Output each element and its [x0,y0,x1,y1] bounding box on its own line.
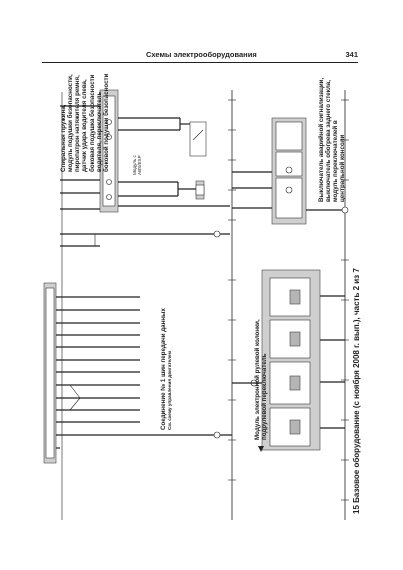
caption-airbag-line-3: пиропатрон натяжителя ремня, [74,75,82,172]
figure-caption: 15 Базовое оборудование (с ноября 2008 г. вып.), часть 2 из 7 [352,268,361,514]
caption-airbag-line-4: датчик удара водителя слева, [81,79,89,172]
caption-hazard-line-1: Выключатель аварийной сигнализации, [318,77,325,202]
caption-data-bus-line-1: Соединение № 1 шин передачи данных [160,308,167,430]
page-number: 341 [345,50,358,59]
sensor-boxes [190,122,206,199]
module-note [132,155,143,175]
section-title: Схемы электрооборудования [146,50,257,59]
caption-airbag-line-7: боковой подушки безопасности [102,73,110,172]
caption-steering-column [254,319,268,440]
caption-hazard-line-3: модуль переключателей в [332,120,340,202]
caption-airbag-line-2: модуль подушки безопасности, [67,74,75,172]
caption-airbag-line-5: боковая подушка безопасности [88,74,96,172]
caption-hazard-line-4: центральной консоли [339,134,347,202]
caption-airbag-line-1: Спиральная пружина, [60,104,67,172]
caption-data-bus [160,308,172,430]
data-bus-connector [44,283,232,463]
caption-steering-line-2: подрулевой переключатель [261,353,269,440]
module-note-line-2: ABS/ESP [137,155,143,175]
caption-data-bus-line-2: Cм. схему управления двигателем [167,351,173,430]
module-note-line-1: Модуль с [132,155,137,175]
caption-airbag-line-6: водителя, переключатель [95,91,103,172]
steering-column-module [232,270,345,452]
caption-hazard-line-2: выключатель обогрева заднего стекла, [325,80,333,202]
caption-hazard-switch [318,78,347,202]
caption-airbag [60,74,110,172]
caption-steering-line-1: Модуль электронной рулевой колонки, [254,319,261,440]
